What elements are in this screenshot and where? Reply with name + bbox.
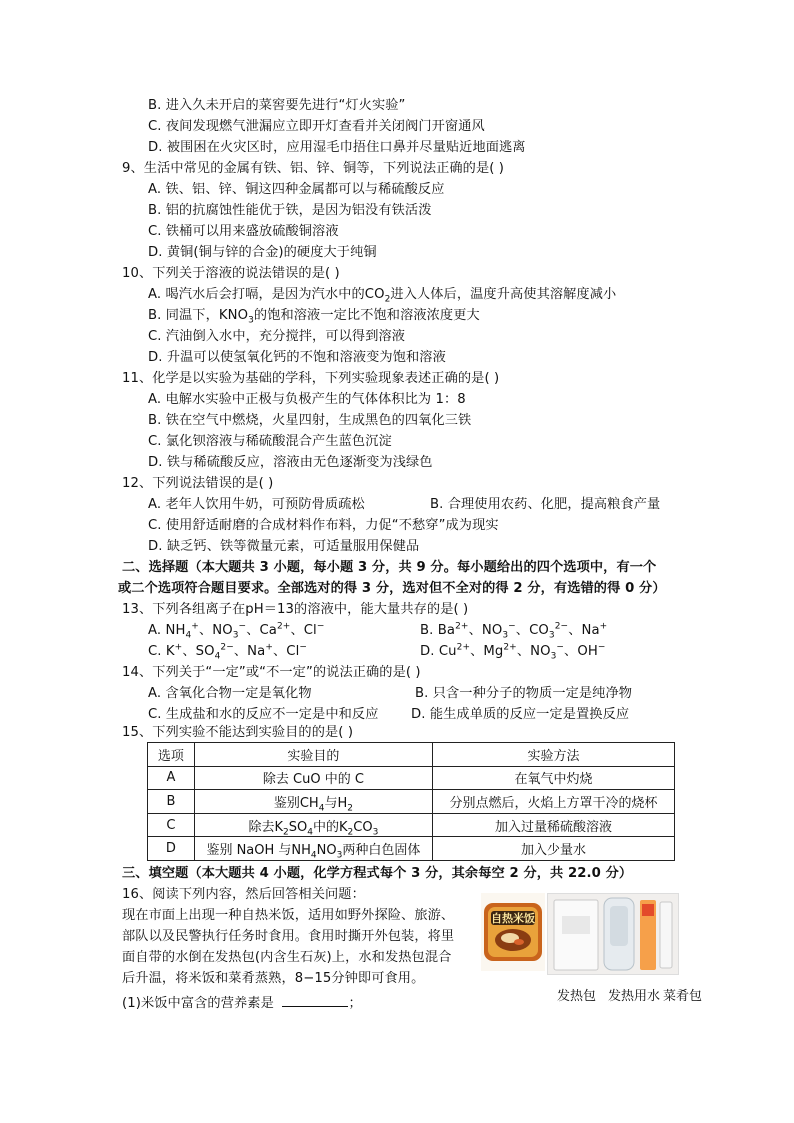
- q10-option-b: B. 同温下，$KNO_3$的饱和溶液一定比不饱和溶液浓度更大: [148, 308, 480, 326]
- q16-passage-line: 现在市面上出现一种自热米饭，适用如野外探险、旅游、: [122, 908, 455, 923]
- table-row: [148, 766, 675, 790]
- q12-stem: 12、下列说法错误的是( ): [122, 476, 274, 491]
- q11-option-b: B. 铁在空气中燃烧，火星四射，生成黑色的四氧化三铁: [148, 413, 472, 428]
- q14-option-c: C. 生成盐和水的反应不一定是中和反应: [148, 707, 379, 722]
- table-cell-method: 加入少量水: [432, 837, 674, 861]
- section-2-heading-line1: 二、选择题（本大题共 3 小题，每小题 3 分，共 9 分。每小题给出的四个选项中，有一个: [122, 560, 657, 575]
- q13-option-a: A. $NH_4^+$、$NO_3^-$、$Ca^{2+}$、Cl−: [148, 621, 325, 641]
- q11-option-d: D. 铁与稀硫酸反应，溶液由无色逐渐变为浅绿色: [148, 455, 433, 470]
- answer-blank[interactable]: [282, 994, 348, 1007]
- q13-stem: 13、下列各组离子在pH＝13的溶液中，能大量共存的是( ): [122, 602, 469, 617]
- q9-option-d: D. 黄铜(铜与锌的合金)的硬度大于纯铜: [148, 245, 377, 260]
- q8-option-d: D. 被围困在火灾区时，应用湿毛巾捂住口鼻并尽量贴近地面逃离: [148, 140, 526, 155]
- q16-passage-line: 部队以及民警执行任务时食用。食用时撕开外包装，将里: [122, 929, 455, 944]
- q9-option-b: B. 铝的抗腐蚀性能优于铁，是因为铝没有铁活泼: [148, 203, 432, 218]
- table-cell-option: C: [148, 813, 195, 837]
- table-header-row: [148, 743, 675, 767]
- q16-sub-question-1: (1)米饭中富含的营养素是 ；: [122, 996, 362, 1011]
- q10-option-a: A. 喝汽水后会打嗝，是因为汽水中的$CO_2$进入人体后，温度升高使其溶解度减小: [148, 287, 617, 305]
- caption-heating-water: 发热用水: [608, 989, 661, 1004]
- table-header-goal: 实验目的: [194, 743, 432, 767]
- q13-option-b: B. $Ba^{2+}$、$NO_3^-$、$CO_3^{2-}$、Na+: [420, 621, 608, 641]
- q12-option-a: A. 老年人饮用牛奶，可预防骨质疏松: [148, 497, 365, 512]
- section-3-heading: 三、填空题（本大题共 4 小题，化学方程式每个 3 分，其余每空 2 分，共 22.0 分）: [122, 866, 633, 881]
- q13-option-c: C. K+、$SO_4^{2-}$、Na+、Cl−: [148, 642, 307, 662]
- q15-stem: 15、下列实验不能达到实验目的的是( ): [122, 725, 354, 740]
- q9-option-a: A. 铁、铝、锌、铜这四种金属都可以与稀硫酸反应: [148, 182, 445, 197]
- table-header-option: 选项: [148, 743, 195, 767]
- package-label: 自热米饭: [491, 912, 535, 925]
- table-header-method: 实验方法: [432, 743, 674, 767]
- table-cell-method: 加入过量稀硫酸溶液: [432, 813, 674, 837]
- q12-option-b: B. 合理使用农药、化肥，提高粮食产量: [430, 497, 661, 512]
- caption-dish-pack: 菜肴包: [663, 989, 703, 1004]
- q12-option-c: C. 使用舒适耐磨的合成材料作布料，力促“不愁穿”成为现实: [148, 518, 499, 533]
- q16-passage-line: 面自带的水倒在发热包(内含生石灰)上，水和发热包混合: [122, 950, 452, 965]
- table-row: [148, 813, 675, 837]
- q12-option-d: D. 缺乏钙、铁等微量元素，可适量服用保健品: [148, 539, 420, 554]
- table-row: [148, 790, 675, 814]
- table-cell-goal: 鉴别 NaOH 与$NH_4NO_3$两种白色固体: [194, 837, 432, 861]
- q10-option-c: C. 汽油倒入水中，充分搅拌，可以得到溶液: [148, 329, 406, 344]
- table-cell-goal: 除去 CuO 中的 C: [194, 766, 432, 790]
- q9-stem: 9、生活中常见的金属有铁、铝、锌、铜等，下列说法正确的是( ): [122, 161, 505, 176]
- q11-option-c: C. 氯化钡溶液与稀硫酸混合产生蓝色沉淀: [148, 434, 392, 449]
- table-cell-goal: 鉴别$CH_4$与$H_2$: [194, 790, 432, 814]
- q16-passage-line: 后升温，将米饭和菜肴蒸熟，8−15分钟即可食用。: [122, 971, 425, 986]
- table-cell-option: D: [148, 837, 195, 861]
- q13-option-d: D. $Cu^{2+}$、$Mg^{2+}$、$NO_3^-$、OH−: [420, 642, 606, 662]
- table-cell-option: B: [148, 790, 195, 814]
- q11-stem: 11、化学是以实验为基础的学科，下列实验现象表述正确的是( ): [122, 371, 500, 386]
- q15-experiment-table: [147, 742, 675, 861]
- q11-option-a: A. 电解水实验中正极与负极产生的气体体积比为 1：8: [148, 392, 466, 407]
- q14-option-b: B. 只含一种分子的物质一定是纯净物: [415, 686, 633, 701]
- table-cell-goal: 除去$K_2SO_4$中的$K_2CO_3$: [194, 813, 432, 837]
- q9-option-c: C. 铁桶可以用来盛放硫酸铜溶液: [148, 224, 339, 239]
- q14-stem: 14、下列关于“一定”或“不一定”的说法正确的是( ): [122, 665, 421, 680]
- table-cell-option: A: [148, 766, 195, 790]
- q10-stem: 10、下列关于溶液的说法错误的是( ): [122, 266, 340, 281]
- q14-option-a: A. 含氧化合物一定是氧化物: [148, 686, 312, 701]
- caption-heat-pack: 发热包: [557, 989, 597, 1004]
- section-2-heading-line2: 或二个选项符合题目要求。全部选对的得 3 分，选对但不全对的得 2 分，有选错的得 0 分）: [118, 581, 666, 596]
- q8-option-c: C. 夜间发现燃气泄漏应立即开灯查看并关闭阀门开窗通风: [148, 119, 485, 134]
- q8-option-b: B. 进入久未开启的菜窖要先进行“灯火实验”: [148, 98, 406, 113]
- table-row: [148, 837, 675, 861]
- package-contents-image: [547, 893, 679, 975]
- table-cell-method: 分别点燃后，火焰上方罩干冷的烧杯: [432, 790, 674, 814]
- q10-option-d: D. 升温可以使氢氧化钙的不饱和溶液变为饱和溶液: [148, 350, 446, 365]
- self-heating-rice-package-image: [481, 893, 545, 971]
- q16-stem: 16、阅读下列内容，然后回答相关问题：: [122, 887, 365, 902]
- table-cell-method: 在氧气中灼烧: [432, 766, 674, 790]
- q14-option-d: D. 能生成单质的反应一定是置换反应: [411, 707, 630, 722]
